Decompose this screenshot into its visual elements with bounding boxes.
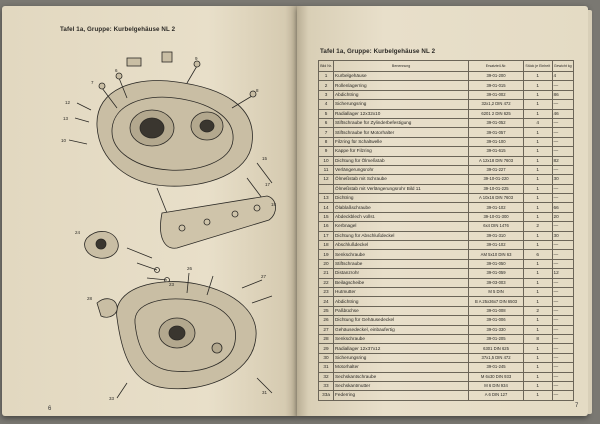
table-row [319,100,574,109]
benennung-cell: Federring [334,391,469,400]
benennung-cell: Distanzrohr [334,269,469,278]
ersatzteil-nr-cell: 39-01-102 [469,203,524,212]
gewicht-cell: 12 [552,269,573,278]
gewicht-cell: — [552,128,573,137]
gewicht-cell: — [552,137,573,146]
table-row [319,156,574,165]
svg-text:7: 7 [91,80,94,85]
benennung-cell: Sicherungsring [334,100,469,109]
bild-nr-cell: 23 [319,287,334,296]
benennung-cell: Ölmeßstab mit Verlängerungsrohr Bild 11 [334,184,469,193]
stueck-cell: 1 [523,231,552,240]
stueck-cell: 1 [523,128,552,137]
benennung-cell: Dichtung für Abschlußdeckel [334,231,469,240]
table-row [319,297,574,306]
benennung-cell: Dichtung für Gehäusedeckel [334,316,469,325]
table-header-row [319,61,574,72]
stueck-cell: 1 [523,90,552,99]
gewicht-cell: — [552,278,573,287]
svg-text:13: 13 [63,116,69,121]
svg-text:31: 31 [262,390,268,395]
ersatzteil-nr-cell: 39-01-200 [469,72,524,81]
bild-nr-cell: 8 [319,137,334,146]
ersatzteil-nr-cell: 39-03-003 [469,278,524,287]
benennung-cell: Dichtring [334,194,469,203]
ersatzteil-nr-cell: 39-01-059 [469,269,524,278]
gewicht-cell: 30 [552,231,573,240]
table-row [319,109,574,118]
col-gewicht: Gewicht kg [552,61,573,72]
stueck-cell: 1 [523,175,552,184]
stueck-cell: 1 [523,269,552,278]
bild-nr-cell: 4 [319,100,334,109]
gewicht-cell: — [552,100,573,109]
table-row [319,203,574,212]
ersatzteil-nr-cell: M 6x30 DIN 933 [469,372,524,381]
stueck-cell: 1 [523,165,552,174]
bild-nr-cell: 24 [319,297,334,306]
benennung-cell: Senkschraube [334,334,469,343]
gewicht-cell: 46 [552,109,573,118]
bild-nr-cell: 21 [319,269,334,278]
ersatzteil-nr-cell: 39-01-002 [469,90,524,99]
gewicht-cell: — [552,372,573,381]
gewicht-cell: — [552,353,573,362]
left-page-header: Tafel 1a, Gruppe: Kurbelgehäuse NL 2 [60,26,176,33]
bild-nr-cell: 30 [319,353,334,362]
benennung-cell: Stiftschraube [334,259,469,268]
col-benennung: Benennung [334,61,469,72]
table-row [319,128,574,137]
bild-nr-cell: 12 [319,175,334,184]
stueck-cell: 1 [523,297,552,306]
page-edge [588,10,592,414]
benennung-cell: Sechskantschraube [334,372,469,381]
right-page [297,6,588,416]
stueck-cell: 1 [523,259,552,268]
gewicht-cell: — [552,147,573,156]
ersatzteil-nr-cell: 6201 2 DIN 625 [469,109,524,118]
gewicht-cell: — [552,381,573,390]
bild-nr-cell: 16 [319,222,334,231]
bild-nr-cell: 2 [319,81,334,90]
table-row [319,316,574,325]
bild-nr-cell: 3 [319,90,334,99]
ersatzteil-nr-cell: 39-01-057 [469,128,524,137]
bild-nr-cell: 9 [319,147,334,156]
stueck-cell: 1 [523,109,552,118]
bild-nr-cell: 19 [319,250,334,259]
svg-text:24: 24 [75,230,81,235]
bild-nr-cell: 22 [319,278,334,287]
gewicht-cell: — [552,363,573,372]
svg-text:10: 10 [61,138,67,143]
stueck-cell: 1 [523,391,552,400]
right-page-header: Tafel 1a, Gruppe: Kurbelgehäuse NL 2 [320,48,436,55]
gewicht-cell: — [552,259,573,268]
table-row [319,90,574,99]
benennung-cell: Abschlußdeckel [334,241,469,250]
benennung-cell: Senkschraube [334,250,469,259]
bild-nr-cell: 25 [319,306,334,315]
table-row [319,231,574,240]
open-booklet [2,6,592,420]
stueck-cell: 1 [523,156,552,165]
benennung-cell: Ölmeßstab mit Schraube [334,175,469,184]
ersatzteil-nr-cell: 39-01-052 [469,118,524,127]
table-row [319,381,574,390]
benennung-cell: Verlängerungsrohr [334,165,469,174]
table-row [319,81,574,90]
stueck-cell: 1 [523,344,552,353]
right-page-number: 7 [575,403,579,409]
table-row [319,391,574,400]
bild-nr-cell: 10 [319,156,334,165]
ersatzteil-nr-cell: 39-01-006 [469,316,524,325]
bild-nr-cell [319,184,334,193]
gewicht-cell: — [552,297,573,306]
ersatzteil-nr-cell: 37x1,5 DIN 472 [469,353,524,362]
bild-nr-cell: 31 [319,363,334,372]
gewicht-cell: — [552,306,573,315]
bild-nr-cell: 15 [319,212,334,221]
table-row [319,278,574,287]
svg-text:6: 6 [115,68,118,73]
table-row [319,353,574,362]
table-row [319,269,574,278]
table-row [319,287,574,296]
table-row [319,137,574,146]
benennung-cell: Dichtung für Ölmeßstab [334,156,469,165]
benennung-cell: Stiftschraube für Zylinderbefestigung [334,118,469,127]
bild-nr-cell: 33 [319,381,334,390]
benennung-cell: Abdeckblech vollst. [334,212,469,221]
table-row [319,194,574,203]
benennung-cell: Kurbelgehäuse [334,72,469,81]
svg-text:28: 28 [87,296,93,301]
parts-table-body [319,72,574,401]
gewicht-cell: 82 [552,156,573,165]
stueck-cell: 1 [523,353,552,362]
left-page [2,6,297,416]
gewicht-cell: — [552,391,573,400]
ersatzteil-nr-cell: 39-01-615 [469,147,524,156]
left-page-number: 6 [48,406,52,412]
gewicht-cell: — [552,222,573,231]
table-row [319,72,574,81]
table-row [319,250,574,259]
table-row [319,147,574,156]
benennung-cell: Radiallager 12x37x12 [334,344,469,353]
ersatzteil-nr-cell: 39-01-205 [469,334,524,343]
gewicht-cell: — [552,81,573,90]
bild-nr-cell: 1 [319,72,334,81]
bild-nr-cell: 27 [319,325,334,334]
gewicht-cell: — [552,316,573,325]
bild-nr-cell: 17 [319,231,334,240]
ersatzteil-nr-cell: AM 5x10 DIN 63 [469,250,524,259]
stueck-cell: 2 [523,306,552,315]
stueck-cell: 4 [523,118,552,127]
bild-nr-cell: 13 [319,194,334,203]
table-row [319,372,574,381]
bild-nr-cell: 33a [319,391,334,400]
gewicht-cell: 4 [552,72,573,81]
svg-text:9: 9 [195,56,198,61]
stueck-cell: 1 [523,184,552,193]
gewicht-cell: — [552,250,573,259]
table-row [319,241,574,250]
benennung-cell: Radiallager 12x32x10 [334,109,469,118]
svg-text:23: 23 [169,282,175,287]
bild-nr-cell: 29 [319,344,334,353]
benennung-cell: Gehäusedeckel, einbaufertig [334,325,469,334]
ersatzteil-nr-cell: 39-01-245 [469,363,524,372]
ersatzteil-nr-cell: A 10x16 DIN 7603 [469,194,524,203]
ersatzteil-nr-cell: 39-10-01-220 [469,175,524,184]
ersatzteil-nr-cell: 39-01-330 [469,325,524,334]
ersatzteil-nr-cell: 39-01-050 [469,259,524,268]
gewicht-cell: — [552,325,573,334]
bild-nr-cell: 28 [319,334,334,343]
stueck-cell: 1 [523,381,552,390]
gewicht-cell: — [552,165,573,174]
stueck-cell: 1 [523,241,552,250]
table-row [319,325,574,334]
stueck-cell: 1 [523,316,552,325]
ersatzteil-nr-cell: M 6 DIN 934 [469,381,524,390]
svg-text:15: 15 [262,156,268,161]
exploded-view-drawing [57,48,282,408]
svg-text:18: 18 [271,202,277,207]
ersatzteil-nr-cell: 39-01-008 [469,306,524,315]
benennung-cell: Kerbnagel [334,222,469,231]
ersatzteil-nr-cell: A 6 DIN 127 [469,391,524,400]
stueck-cell: 8 [523,334,552,343]
ersatzteil-nr-cell: 39-01-310 [469,231,524,240]
table-row [319,259,574,268]
svg-text:17: 17 [265,182,271,187]
bild-nr-cell: 20 [319,259,334,268]
benennung-cell: Abdichtring [334,90,469,99]
table-row [319,184,574,193]
stueck-cell: 1 [523,100,552,109]
table-row [319,175,574,184]
ersatzteil-nr-cell: B A 25x36x7 DIN 6503 [469,297,524,306]
bild-nr-cell: 5 [319,109,334,118]
table-row [319,118,574,127]
bild-nr-cell: 6 [319,118,334,127]
stueck-cell: 1 [523,194,552,203]
table-row [319,306,574,315]
svg-text:12: 12 [65,100,71,105]
ersatzteil-nr-cell: 39-01-102 [469,241,524,250]
table-row [319,212,574,221]
stueck-cell: 6 [523,250,552,259]
stueck-cell: 1 [523,203,552,212]
benennung-cell: Sicherungsring [334,353,469,362]
ersatzteil-nr-cell: M 5 DIN [469,287,524,296]
benennung-cell: Rollenlagerring [334,81,469,90]
ersatzteil-nr-cell: 6x4 DIN 1476 [469,222,524,231]
ersatzteil-nr-cell: 32x1,2 DIN 472 [469,100,524,109]
benennung-cell: Ölablaßschraube [334,203,469,212]
gewicht-cell: 66 [552,203,573,212]
benennung-cell: Abdichtring [334,297,469,306]
benennung-cell: Hutmutter [334,287,469,296]
gewicht-cell: 20 [552,212,573,221]
bild-nr-cell: 32 [319,372,334,381]
gewicht-cell: — [552,344,573,353]
stueck-cell: 2 [523,222,552,231]
bild-nr-cell: 14 [319,203,334,212]
bild-nr-cell: 18 [319,241,334,250]
bild-nr-cell: 11 [319,165,334,174]
table-row [319,222,574,231]
stueck-cell: 1 [523,137,552,146]
stueck-cell: 1 [523,325,552,334]
benennung-cell: Kappe für Filzring [334,147,469,156]
stueck-cell: 1 [523,363,552,372]
gewicht-cell: 30 [552,175,573,184]
ersatzteil-nr-cell: 39-01-100 [469,137,524,146]
table-row [319,334,574,343]
stueck-cell: 1 [523,287,552,296]
ersatzteil-nr-cell: 39-10-01-225 [469,184,524,193]
ersatzteil-nr-cell: 39-01-227 [469,165,524,174]
stueck-cell: 1 [523,81,552,90]
benennung-cell: Stiftschraube für Motorhalter [334,128,469,137]
col-ersatzteil-nr: Ersatzteil-Nr. [469,61,524,72]
stueck-cell: 1 [523,72,552,81]
table-row [319,363,574,372]
bild-nr-cell: 7 [319,128,334,137]
table-row [319,344,574,353]
ersatzteil-nr-cell: 6301 DIN 625 [469,344,524,353]
col-stueck: Stück je Einheit [523,61,552,72]
benennung-cell: Beilagscheibe [334,278,469,287]
ersatzteil-nr-cell: 39-10-01-300 [469,212,524,221]
benennung-cell: Paßbüchse [334,306,469,315]
bild-nr-cell: 26 [319,316,334,325]
gewicht-cell: — [552,184,573,193]
ersatzteil-nr-cell: 39-01-015 [469,81,524,90]
gewicht-cell: — [552,334,573,343]
stueck-cell: 1 [523,147,552,156]
ersatzteil-nr-cell: A 12x18 DIN 7603 [469,156,524,165]
svg-text:33: 33 [109,396,115,401]
col-bild-nr: Bild Nr. [319,61,334,72]
benennung-cell: Sechskantmutter [334,381,469,390]
gewicht-cell: — [552,287,573,296]
table-row [319,165,574,174]
benennung-cell: Filzring für Schaltwelle [334,137,469,146]
benennung-cell: Motorhalter [334,363,469,372]
parts-table [318,60,574,401]
gewicht-cell: — [552,241,573,250]
stueck-cell: 1 [523,372,552,381]
stueck-cell: 1 [523,212,552,221]
stueck-cell: 1 [523,278,552,287]
svg-text:8: 8 [256,88,259,93]
gewicht-cell: — [552,118,573,127]
gewicht-cell: 86 [552,90,573,99]
svg-text:26: 26 [187,266,193,271]
gewicht-cell: — [552,194,573,203]
svg-text:27: 27 [261,274,267,279]
